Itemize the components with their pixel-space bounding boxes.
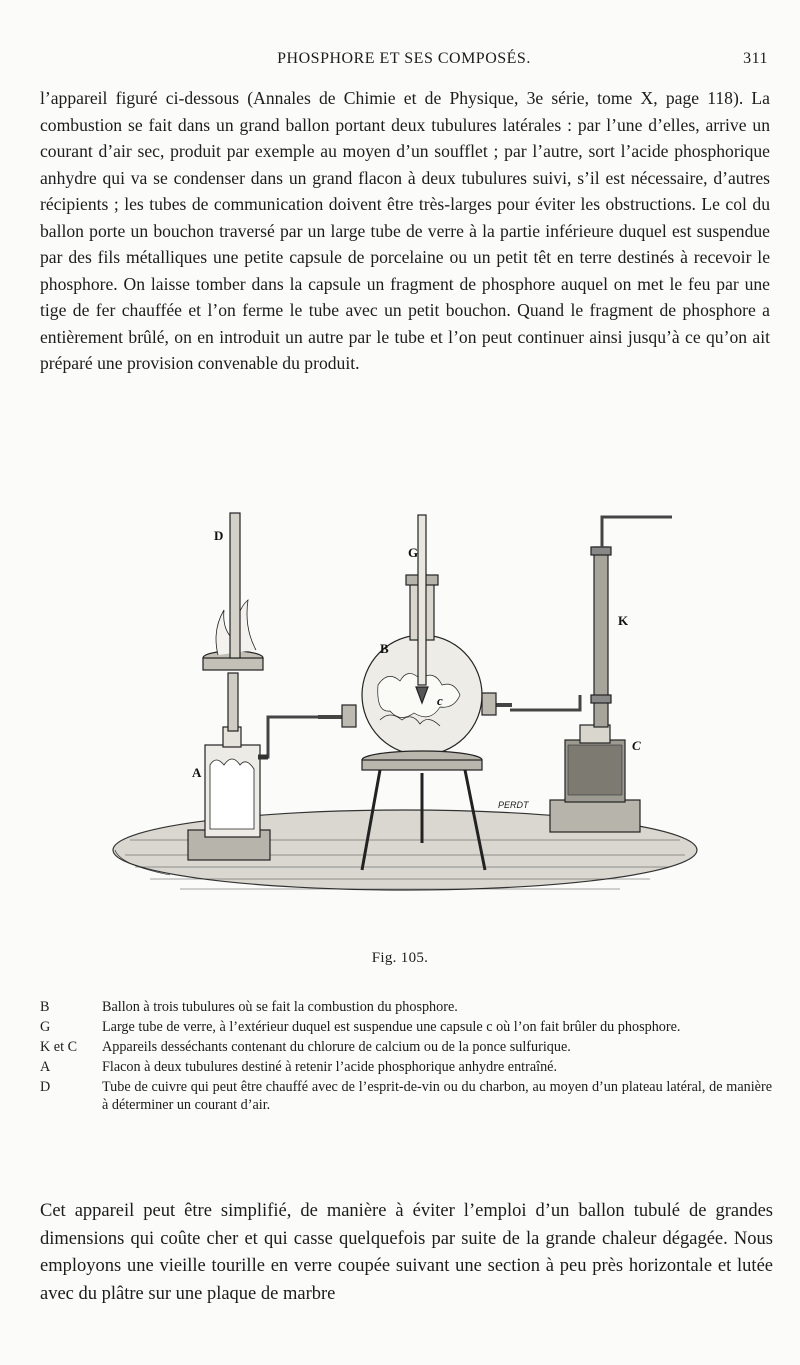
legend-key: A — [40, 1059, 51, 1075]
label-b: B — [380, 641, 389, 656]
legend-key: G — [40, 1019, 51, 1035]
label-g: G — [408, 545, 419, 560]
paragraph-1: l’appareil figuré ci-dessous (Annales de Chimie et de Physique, 3e série, tome X, page 118). La combustion se fait dans un grand ballon portant deux tubulures latérales : par l’une d’elles, arrive un courant d’air sec, produit par exemple au moyen d’un soufflet ; par l’autre, sort l’acide phosphorique anhydre qui va se condenser dans un grand flacon à deux tubulures suivi, s’il est nécessaire, d’autres récipients ; les tubes de communication doivent être très-larges pour éviter les obstructions. Le col du ballon porte un bouchon traversé par un large tube de verre à la partie inférieure duquel est suspendue par des fils métalliques une petite capsule de porcelaine ou un petit têt en terre destinés à recevoir le phosphore. On laisse tomber dans la capsule un fragment de phosphore auquel on met le feu par une tige de fer chauffée et l’on ferme le tube avec un petit bouchon. Quand le fragment de phosphore a entièrement brûlé, on en introduit un autre par le tube et l’on peut continuer ainsi jusqu’à ce qu’on ait préparé une provision convenable du produit. — [40, 88, 770, 373]
label-c-small: c — [437, 693, 443, 708]
legend-desc: Ballon à trois tubulures où se fait la combustion du phosphore. — [102, 999, 458, 1015]
legend-row — [40, 1078, 772, 1114]
flask-a-with-tube-d — [188, 513, 318, 860]
legend-row — [40, 1038, 772, 1056]
label-d: D — [214, 528, 224, 543]
paragraph-2: Cet appareil peut être simplifié, de manière à éviter l’emploi d’un ballon tubulé de grandes dimensions qui coûte cher et qui casse quelquefois par suite de la grande chaleur dégagée. Nous employons une vieille tourille en verre coupée suivant une section à peu près horizontale et lutée avec du plâtre sur une plaque de marbre — [40, 1201, 773, 1304]
legend-desc: Tube de cuivre qui peut être chauffé avec de l’esprit-de-vin ou du charbon, au moyen d’un plateau latéral, de manière à déterminer un courant d’air. — [102, 1079, 772, 1113]
legend-row — [40, 1018, 772, 1036]
figure-legend — [40, 998, 772, 1116]
legend-row — [40, 998, 772, 1016]
running-title: PHOSPHORE ET SES COMPOSÉS. — [277, 50, 531, 67]
legend-key: K et C — [40, 1039, 78, 1055]
drying-tube-k-and-vessel-c — [510, 517, 672, 832]
figure-caption: Fig. 105. — [371, 950, 429, 966]
apparatus-illustration — [110, 495, 700, 915]
legend-key: D — [40, 1079, 51, 1095]
running-header — [40, 50, 768, 74]
legend-desc: Large tube de verre, à l’extérieur duquel est suspendue une capsule c où l’on fait brûler du phosphore. — [102, 1019, 681, 1035]
label-c: C — [632, 738, 641, 753]
engraver-mark: PERDT — [498, 800, 529, 810]
page-number: 311 — [743, 50, 768, 67]
label-k: K — [618, 613, 629, 628]
label-a: A — [192, 765, 202, 780]
legend-desc: Flacon à deux tubulures destiné à retenir l’acide phosphorique anhydre entraîné. — [102, 1059, 558, 1075]
legend-row — [40, 1058, 772, 1076]
legend-desc: Appareils desséchants contenant du chlorure de calcium ou de la ponce sulfurique. — [102, 1039, 571, 1055]
legend-key: B — [40, 999, 50, 1015]
